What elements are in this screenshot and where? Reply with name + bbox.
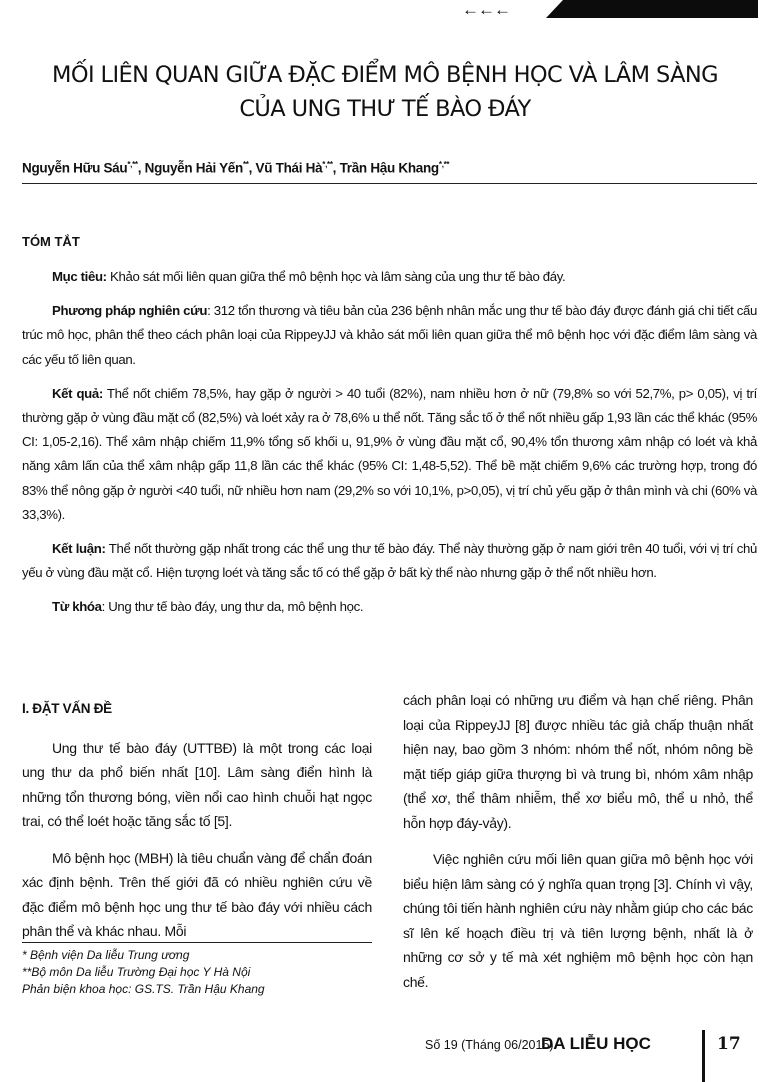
results-label: Kết quả: xyxy=(52,385,103,401)
paragraph: Việc nghiên cứu mối liên quan giữa mô bệnh học với biểu hiện lâm sàng có ý nghĩa quan trọng [3]. Chính vì vậy, chúng tôi tiến hành nghiên cứu này nhằm giúp cho các bác sĩ lên kế hoạch điều trị và tiên lượng bệnh, nhất là ở những cơ sở y tế mà xét nghiệm mô bệnh học còn hạn chế. xyxy=(403,851,753,990)
paragraph: cách phân loại có những ưu điểm và hạn chế riêng. Phân loại của RippeyJJ [8] được nhiều tác giả chấp thuận nhất hiện nay, bao gồm 3 nhóm: nhóm thể nốt, nhóm nông bề mặt tiếp giáp giữa thượng bì và trung bì, nhóm xâm nhập (thể xơ, thể thâm nhiễm, thể xơ biểu mô, thể u nhỏ, thể hỗn hợp đáy-vảy). xyxy=(403,692,753,831)
author-separator: , xyxy=(137,160,145,176)
methods-label: Phương pháp nghiên cứu xyxy=(52,303,208,319)
abstract xyxy=(22,265,757,630)
keywords-label: Từ khóa xyxy=(52,599,102,615)
arrow-left-icon: ←←← xyxy=(462,0,510,19)
author-name: Vũ Thái Hà xyxy=(255,160,323,176)
abstract-conclusion xyxy=(22,537,757,585)
author-affiliation: *,** xyxy=(438,160,450,169)
footnote-divider xyxy=(22,942,372,943)
author-separator: , xyxy=(332,160,340,176)
conclusion-text: Thể nốt thường gặp nhất trong các thể ung thư tế bào đáy. Thể này thường gặp ở nam giới trên 40 tuổi, với vị trí chủ yếu ở vùng đầu mặt cổ. Hiện tượng loét và tăng sắc tố có thể gặp ở bất kỳ thể nào nhưng gặp ở thể nốt nhiều hơn. xyxy=(22,541,758,581)
author-affiliation: ** xyxy=(242,160,249,169)
footnote: Phản biện khoa học: GS.TS. Trần Hậu Khang xyxy=(22,982,265,996)
footnote: **Bộ môn Da liễu Trường Đại học Y Hà Nội xyxy=(22,965,251,979)
paragraph: Mô bệnh học (MBH) là tiêu chuẩn vàng để chẩn đoán xác định bệnh. Trên thế giới đã có nhiều nghiên cứu về đặc điểm mô bệnh học ung thư tế bào đáy với nhiều cách phân thể và khác nhau. Mỗi xyxy=(22,849,372,939)
divider xyxy=(22,183,757,184)
header-bar xyxy=(546,0,758,18)
footer-divider xyxy=(702,1030,705,1082)
methods-text: : 312 tổn thương và tiêu bản của 236 bệnh nhân mắc ung thư tế bào đáy được đánh giá chi tiết cấu trúc mô học, phân thể theo cách phân loại của RippeyJJ và khảo sát mối liên quan giữa thể mô bệnh học với đặc điểm lâm sàng và các yếu tố liên quan. xyxy=(22,303,757,367)
author-name: Trần Hậu Khang xyxy=(339,160,439,176)
page-number: 17 xyxy=(717,1034,741,1054)
author-name: Nguyễn Hải Yến xyxy=(144,160,243,176)
column-right xyxy=(403,688,753,1006)
abstract-keywords xyxy=(22,595,757,619)
objective-text: Khảo sát mối liên quan giữa thể mô bệnh học và lâm sàng của ung thư tế bào đáy. xyxy=(106,269,566,284)
results-text: Thể nốt chiếm 78,5%, hay gặp ở người > 40 tuổi (82%), nam nhiều hơn ở nữ (79,8% so với 52,7%, p> 0,05), vị trí thường gặp ở vùng đầu mặt cổ (82,5%) và loét xảy ra ở 78,6% u thể nốt. Tăng sắc tố ở thể nốt nhiều gấp 1,93 lần các thể khác (95% CI: 1,05-2,16). Thể xâm nhập chiếm 11,9% tổng số khối u, 91,9% ở vùng đầu mặt cổ, 90,4% tổn thương xâm nhập có loét và khả năng xâm lấn của thể xâm nhập gấp 11,8 lần các thể khác (95% CI: 1,48-5,52). Thể bề mặt chiếm 9,6% các trường hợp, trong đó 83% thể nông gặp ở người <40 tuổi, nữ nhiều hơn nam (29,2% so với 10,1%, p>0,05), vị trí chủ yếu gặp ở thân mình và chi (60% và 33,3%). xyxy=(22,385,757,522)
author-list xyxy=(22,160,449,176)
objective-label: Mục tiêu: xyxy=(52,269,107,284)
title-line-2: CỦA UNG THƯ TẾ BÀO ĐÁY xyxy=(239,96,531,122)
issue-label: Số 19 (Tháng 06/2015) xyxy=(425,1038,554,1052)
abstract-heading: TÓM TẮT xyxy=(22,234,80,249)
paragraph: Ung thư tế bào đáy (UTTBĐ) là một trong các loại ung thư da phổ biến nhất [10]. Lâm sàng điển hình là những tổn thương bóng, viền nổi cao hình chuỗi hạt ngọc trai, có thể loét hoặc tăng sắc tố [5]. xyxy=(22,739,372,829)
section-heading: I. ĐẶT VẤN ĐỀ xyxy=(22,701,112,716)
author-separator: , xyxy=(248,160,256,176)
author-affiliation: *,** xyxy=(322,160,333,169)
conclusion-label: Kết luận: xyxy=(52,541,106,557)
abstract-objective xyxy=(22,265,757,289)
journal-name: DA LIỄU HỌC xyxy=(541,1034,651,1053)
column-left xyxy=(22,697,372,956)
footnotes xyxy=(22,947,265,998)
author-name: Nguyễn Hữu Sáu xyxy=(22,160,128,176)
header-banner xyxy=(462,0,758,20)
author-affiliation: *,** xyxy=(127,160,138,169)
abstract-results xyxy=(22,382,757,527)
title-line-1: MỐI LIÊN QUAN GIỮA ĐẶC ĐIỂM MÔ BỆNH HỌC VÀ LÂM SÀNG xyxy=(52,62,718,88)
page-title xyxy=(20,58,750,126)
footnote: * Bệnh viện Da liễu Trung ương xyxy=(22,948,190,962)
abstract-methods xyxy=(22,299,757,372)
keywords-text: : Ung thư tế bào đáy, ung thư da, mô bệnh học. xyxy=(101,599,364,615)
